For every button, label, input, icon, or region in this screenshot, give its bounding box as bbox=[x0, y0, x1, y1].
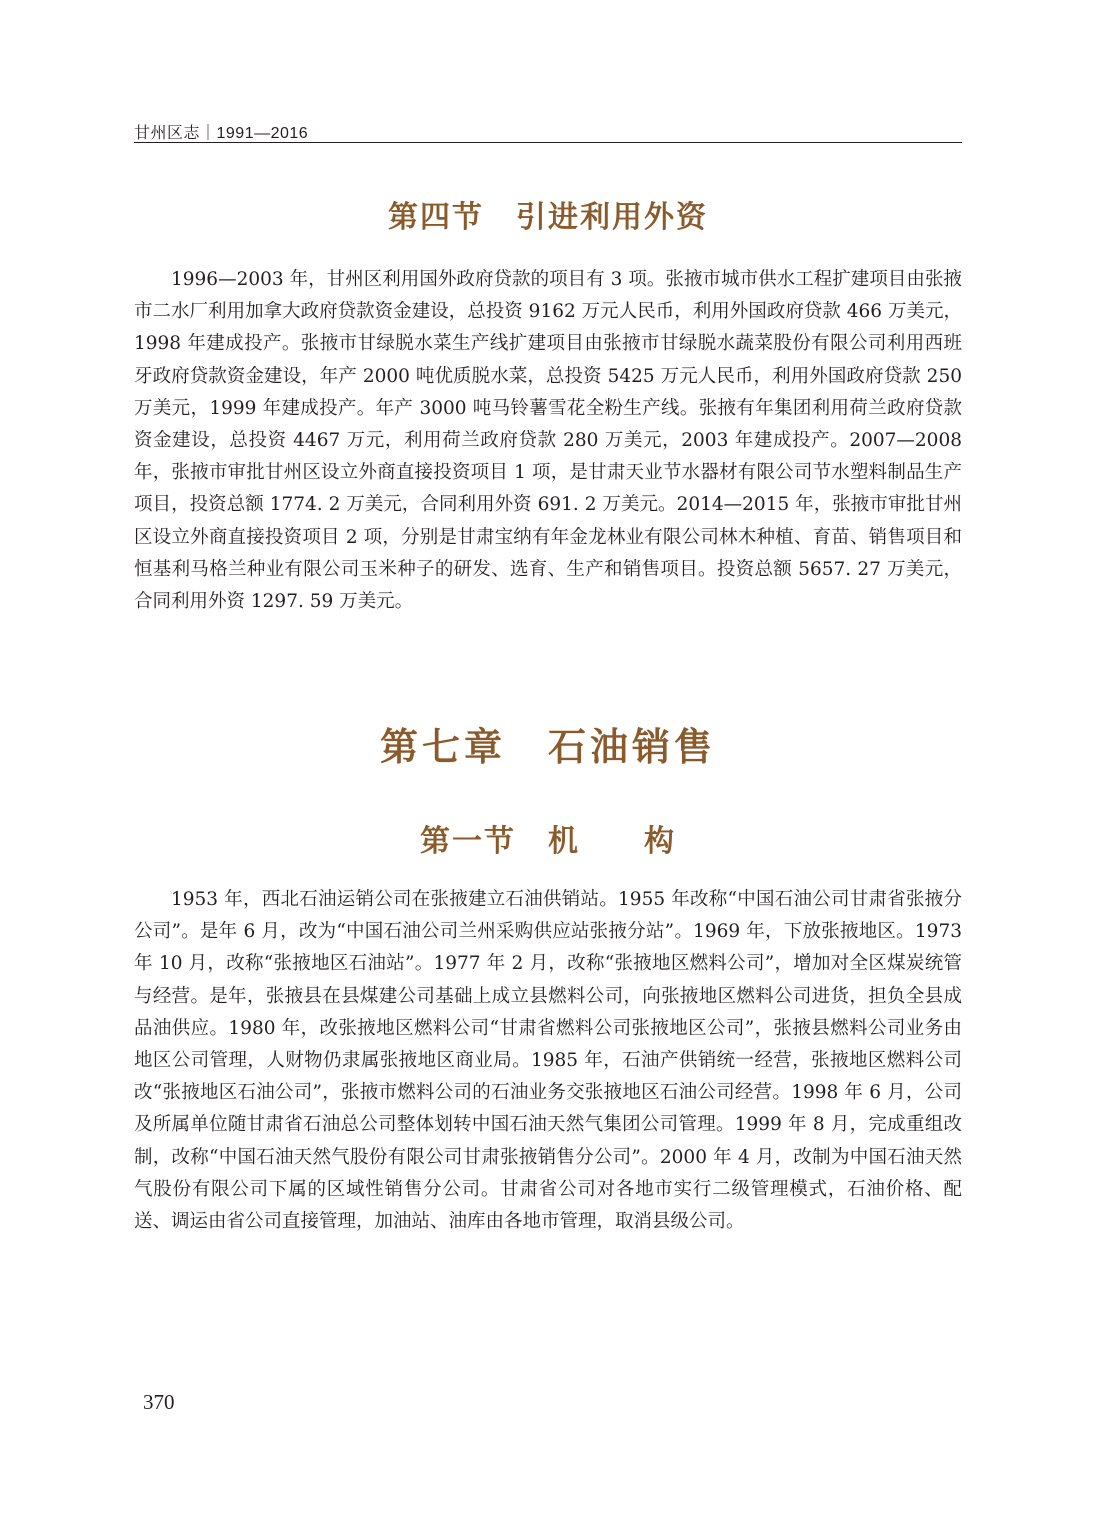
body-paragraph: 1953 年，西北石油运销公司在张掖建立石油供销站。1955 年改称“中国石油公司甘肃省张掖分公司”。是年 6 月，改为“中国石油公司兰州采购供应站张掖分站”。1969 年，下放张掖地区。1973 年 10 月，改称“张掖地区石油站”。1977 年 2 月，改称“张掖地区燃料公司”，增加对全区煤炭统管与经营。是年，张掖县在县煤建公司基础上成立县燃料公司，向张掖地区燃料公司进货，担负全县成品油供应。1980 年，改张掖地区燃料公司“甘肃省燃料公司张掖地区公司”，张掖县燃料公司业务由地区公司管理，人财物仍隶属张掖地区商业局。1985 年，石油产供销统一经营，张掖地区燃料公司改“张掖地区石油公司”，张掖市燃料公司的石油业务交张掖地区石油公司经营。1998 年 6 月，公司及所属单位随甘肃省石油总公司整体划转中国石油天然气集团公司管理。1999 年 8 月，完成重组改制，改称“中国石油天然气股份有限公司甘肃张掖销售分公司”。2000 年 4 月，改制为中国石油天然气股份有限公司下属的区域性销售分公司。甘肃省公司对各地市实行二级管理模式，石油价格、配送、调运由省公司直接管理，加油站、油库由各地市管理，取消县级公司。 bbox=[134, 889, 962, 1233]
body-paragraph: 1996—2003 年，甘州区利用国外政府贷款的项目有 3 项。张掖市城市供水工程扩建项目由张掖市二水厂利用加拿大政府贷款资金建设，总投资 9162 万元人民币，利用外国政府贷款 466 万美元，1998 年建成投产。张掖市甘绿脱水菜生产线扩建项目由张掖市甘绿脱水蔬菜股份有限公司利用西班牙政府贷款资金建设，年产 2000 吨优质脱水菜，总投资 5425 万元人民币，利用外国政府贷款 250 万美元，1999 年建成投产。年产 3000 吨马铃薯雪花全粉生产线。张掖有年集团利用荷兰政府贷款资金建设，总投资 4467 万元，利用荷兰政府贷款 280 万美元，2003 年建成投产。2007—2008 年，张掖市审批甘州区设立外商直接投资项目 1 项，是甘肃天业节水器材有限公司节水塑料制品生产项目，投资总额 1774. 2 万美元，合同利用外资 691. 2 万美元。2014—2015 年，张掖市审批甘州区设立外商直接投资项目 2 项，分别是甘肃宝纳有年金龙林业有限公司林木种植、育苗、销售项目和恒基利马格兰种业有限公司玉米种子的研发、选育、生产和销售项目。投资总额 5657. 27 万美元，合同利用外资 1297. 59 万美元。 bbox=[134, 269, 962, 613]
section-title: 第一节 机 构 bbox=[420, 824, 676, 859]
page-number: 370 bbox=[143, 1390, 175, 1414]
header-rule bbox=[134, 142, 962, 143]
section-title: 第四节 引进利用外资 bbox=[388, 200, 708, 235]
running-header: 甘州区志｜1991—2016 bbox=[134, 125, 309, 142]
chapter-title: 第七章 石油销售 bbox=[379, 725, 716, 769]
